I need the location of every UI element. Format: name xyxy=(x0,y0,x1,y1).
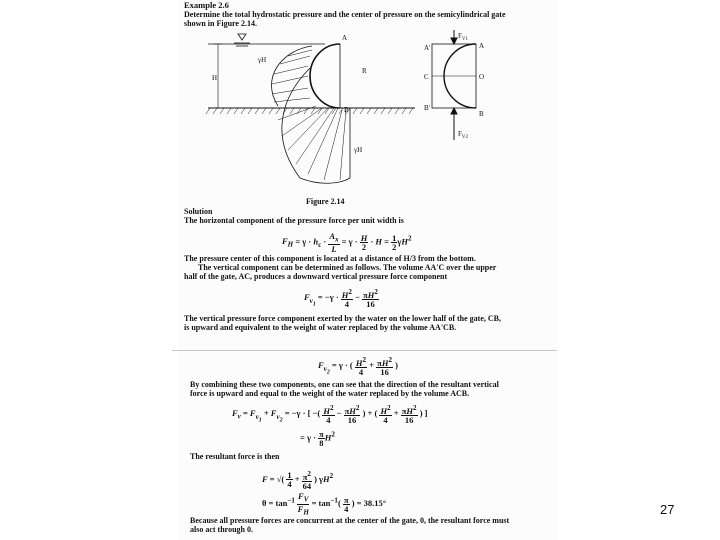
eq-angle-value: 38.15° xyxy=(363,498,387,509)
solution-line-8: force is upward and equal to the weight of the water replaced by the volume ACB. xyxy=(190,389,470,398)
label-gammaH: γH xyxy=(354,146,363,154)
label-R: R xyxy=(362,67,367,75)
eq-fv2: $F_{v_2} = \gamma$ · ( $\frac{H^2}{4}$ + $\frac{\pi H^2}{16}$ ) xyxy=(318,356,398,377)
label-B: B xyxy=(344,106,349,114)
eq-resultant: F = √( $\frac{1}{4}$ + $\frac{\pi^2}{64}$ ) $\gamma H^2$ xyxy=(262,470,334,491)
page-number: 27 xyxy=(660,502,675,517)
problem-line-1: Determine the total hydrostatic pressure and the center of pressure on the semicylindrical gate xyxy=(184,10,506,19)
semicylindrical-gate xyxy=(310,44,340,108)
solution-line-2: The pressure center of this component is located at a distance of H/3 from the bottom. xyxy=(184,254,476,263)
solution-line-5: The vertical pressure force component exerted by the water on the lower half of the gate, CB, xyxy=(184,314,501,323)
ground-hatch xyxy=(206,108,413,114)
solution-heading: Solution xyxy=(184,207,213,216)
solution-line-11: also act through 0. xyxy=(190,525,253,534)
label-A-right: A xyxy=(479,42,485,50)
solution-line-6: is upward and equivalent to the weight of water replaced by the volume AA'CB. xyxy=(184,323,457,332)
eq-horizontal-force: $F_H = \gamma \cdot h_c$ · $\frac{A_x}{L}$ = γ · $\frac{H}{2}$ · H = $\frac{1}{2}$ $\gamma H^2$ xyxy=(282,231,412,254)
label-gammaH-top: γH xyxy=(258,56,267,64)
solution-line-1: The horizontal component of the pressure force per unit width is xyxy=(184,216,404,225)
label-B-prime: B' xyxy=(424,104,430,112)
label-B-right: B xyxy=(479,110,484,118)
label-Fv1: $F_{V1}$ xyxy=(458,32,469,42)
figure-caption: Figure 2.14 xyxy=(306,197,345,206)
label-A-prime: A' xyxy=(424,44,431,52)
example-heading: Example 2.6 xyxy=(184,0,229,10)
label-C: C xyxy=(424,73,429,81)
solution-line-7: By combining these two components, one can see that the direction of the resultant vertical xyxy=(190,380,499,389)
eq-fv-result: = γ · $\frac{\pi}{8}$ $H^2$ xyxy=(300,429,335,448)
free-body-diagram xyxy=(432,30,476,140)
label-A: A xyxy=(342,34,348,42)
figure-2-14 xyxy=(200,28,500,196)
label-H: H xyxy=(212,74,218,82)
label-Fv2: $F_{V2}$ xyxy=(458,130,469,140)
solution-line-10: Because all pressure forces are concurrent at the center of the gate, 0, the resultant force must xyxy=(190,516,510,525)
solution-line-4: half of the gate, AC, produces a downward vertical pressure force component xyxy=(184,272,448,281)
eq-angle: $\theta = \tan^{-1}$ $\frac{F_V}{F_H}$ = $\tan^{-1}$( $\frac{\pi}{4}$ ) = 38.15° xyxy=(262,491,387,517)
problem-line-2: shown in Figure 2.14. xyxy=(184,19,257,28)
scan-page-separator xyxy=(172,350,557,351)
eq-fv-sum: $F_v = F_{v_1} + F_{v_2} = -\gamma$ · [ −( $\frac{H^2}{4}$ − $\frac{\pi H^2}{16}$ ) + ( $\frac{H^2}{4}$ + $\frac{\pi H^2}{16}$ ) ] xyxy=(232,404,428,425)
label-O: O xyxy=(479,73,485,81)
solution-line-9: The resultant force is then xyxy=(190,452,280,461)
eq-fv1: $F_{v_1} = -\gamma$ · $\frac{H^2}{4}$ − $\frac{\pi H^2}{16}$ xyxy=(304,288,378,309)
solution-line-3: The vertical component can be determined as follows. The volume AA'C over the upper xyxy=(198,263,497,272)
